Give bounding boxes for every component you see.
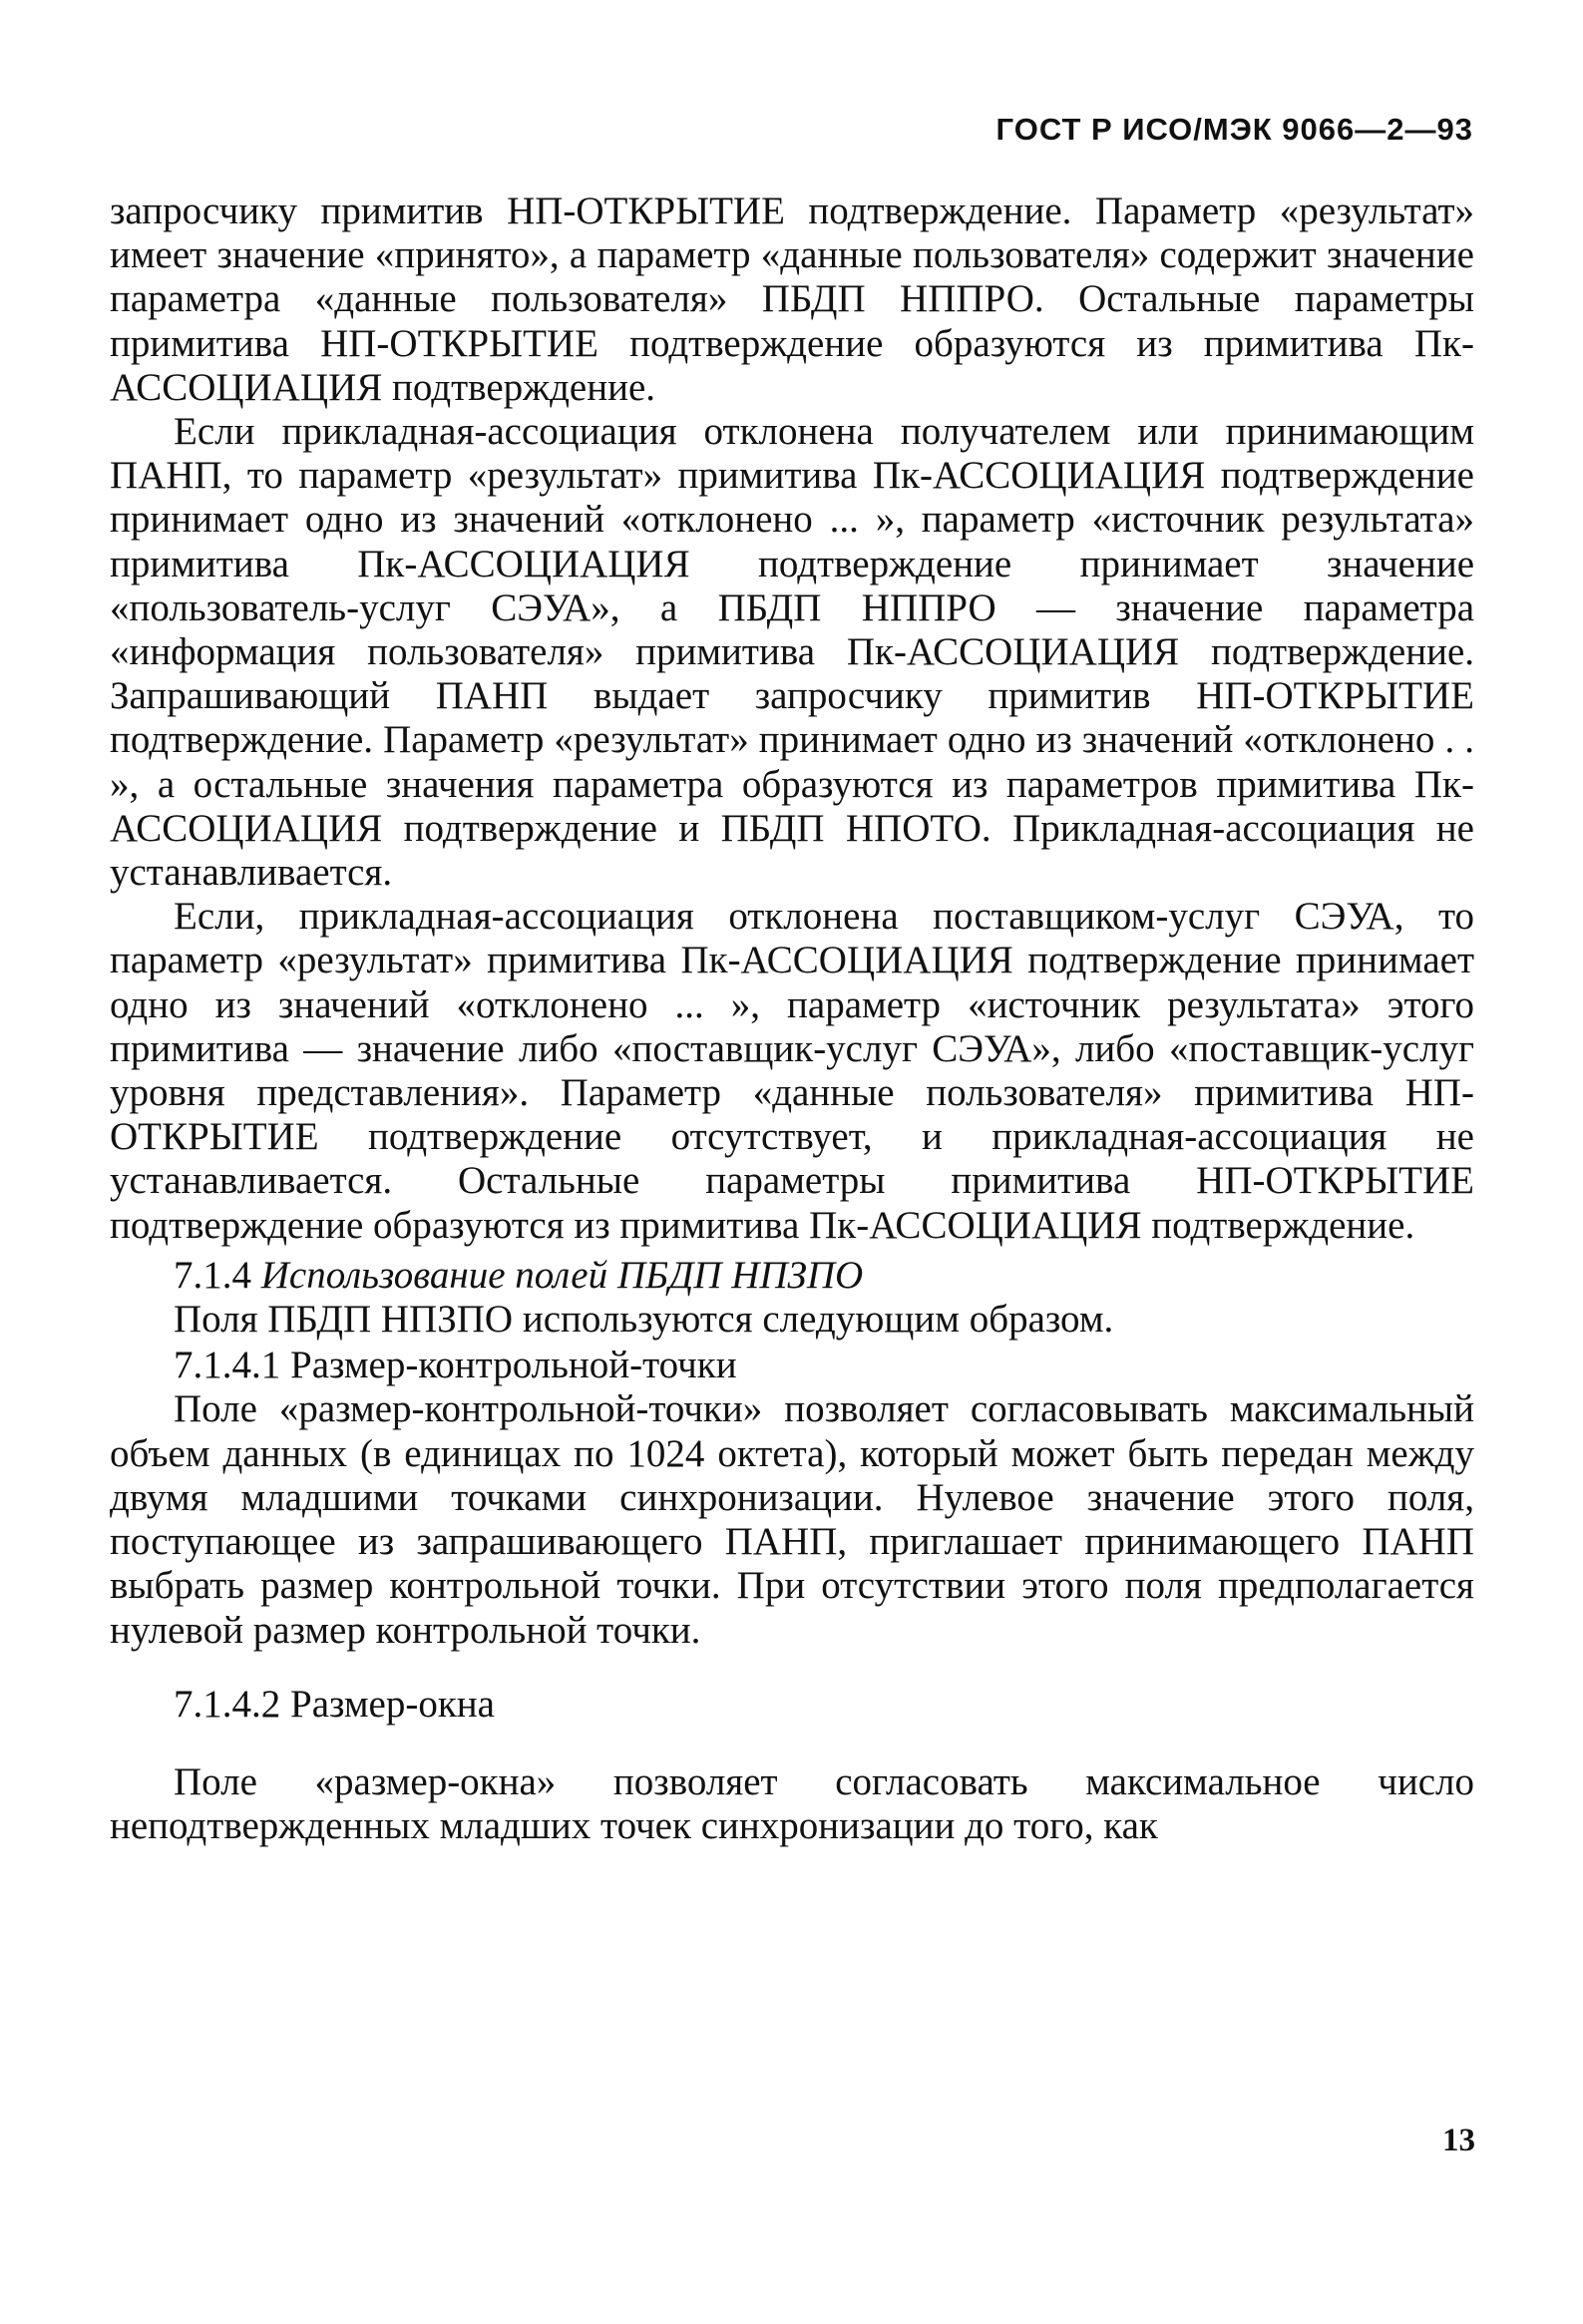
page-number: 13 (1442, 2123, 1475, 2158)
subsection-text-7-1-4-1: Поле «размер-контрольной-точки» позволяет согласовывать максимальный объем данных (в единицах по 1024 октета), который может быть передан между двумя младшими точками синхронизации. Нулевое значение этого поля, поступающее из запрашивающего ПАНП, приглашает принимающего ПАНП выбрать размер контрольной точки. При отсутствии этого поля предполагается нулевой размер контрольной точки. (110, 1387, 1474, 1652)
subsection-heading-7-1-4-1: 7.1.4.1 Размер-контрольной-точки (174, 1344, 737, 1387)
paragraph-1: запросчику примитив НП-ОТКРЫТИЕ подтверждение. Параметр «результат» имеет значение «принято», а параметр «данные пользователя» содержит значение параметра «данные пользователя» ПБДП НППРО. Остальные параметры примитива НП-ОТКРЫТИЕ подтверждение образуются из примитива Пк-АССОЦИАЦИЯ подтверждение. (110, 190, 1474, 409)
section-intro: Поля ПБДП НПЗПО используются следующим образом. (174, 1298, 1114, 1342)
subsection-heading-7-1-4-2: 7.1.4.2 Размер-окна (174, 1682, 495, 1726)
section-title: Использование полей ПБДП НПЗПО (260, 1253, 864, 1297)
paragraph-3: Если, прикладная-ассоциация отклонена поставщиком-услуг СЭУА, то параметр «результат» примитива Пк-АССОЦИАЦИЯ подтверждение принимает одно из значений «отклонено ... », параметр «источник результата» этого примитива — значение либо «поставщик-услуг СЭУА», либо «поставщик-услуг уровня представления». Параметр «данные пользователя» примитива НП-ОТКРЫТИЕ подтверждение отсутствует, и прикладная-ассоциация не устанавливается. Остальные параметры примитива НП-ОТКРЫТИЕ подтверждение образуются из примитива Пк-АССОЦИАЦИЯ подтверждение. (110, 895, 1474, 1247)
paragraph-2: Если прикладная-ассоциация отклонена получателем или принимающим ПАНП, то параметр «результат» примитива Пк-АССОЦИАЦИЯ подтверждение принимает одно из значений «отклонено ... », параметр «источник результата» примитива Пк-АССОЦИАЦИЯ подтверждение принимает значение «пользователь-услуг СЭУА», а ПБДП НППРО — значение параметра «информация пользователя» примитива Пк-АССОЦИАЦИЯ подтверждение. Запрашивающий ПАНП выдает запросчику примитив НП-ОТКРЫТИЕ подтверждение. Параметр «результат» принимает одно из значений «отклонено . . », а остальные значения параметра образуются из параметров примитива Пк-АССОЦИАЦИЯ подтверждение и ПБДП НПОТО. Прикладная-ассоциация не устанавливается. (110, 410, 1474, 895)
standard-code-header: ГОСТ Р ИСО/МЭК 9066—2—93 (995, 112, 1473, 147)
subsection-text-7-1-4-2: Поле «размер-окна» позволяет согласовать максимальное число неподтвержденных младших точек синхронизации до того, как (110, 1759, 1474, 1848)
body-text (110, 190, 1474, 1848)
section-number: 7.1.4 (174, 1253, 251, 1297)
section-heading-7-1-4 (110, 1254, 1474, 1298)
